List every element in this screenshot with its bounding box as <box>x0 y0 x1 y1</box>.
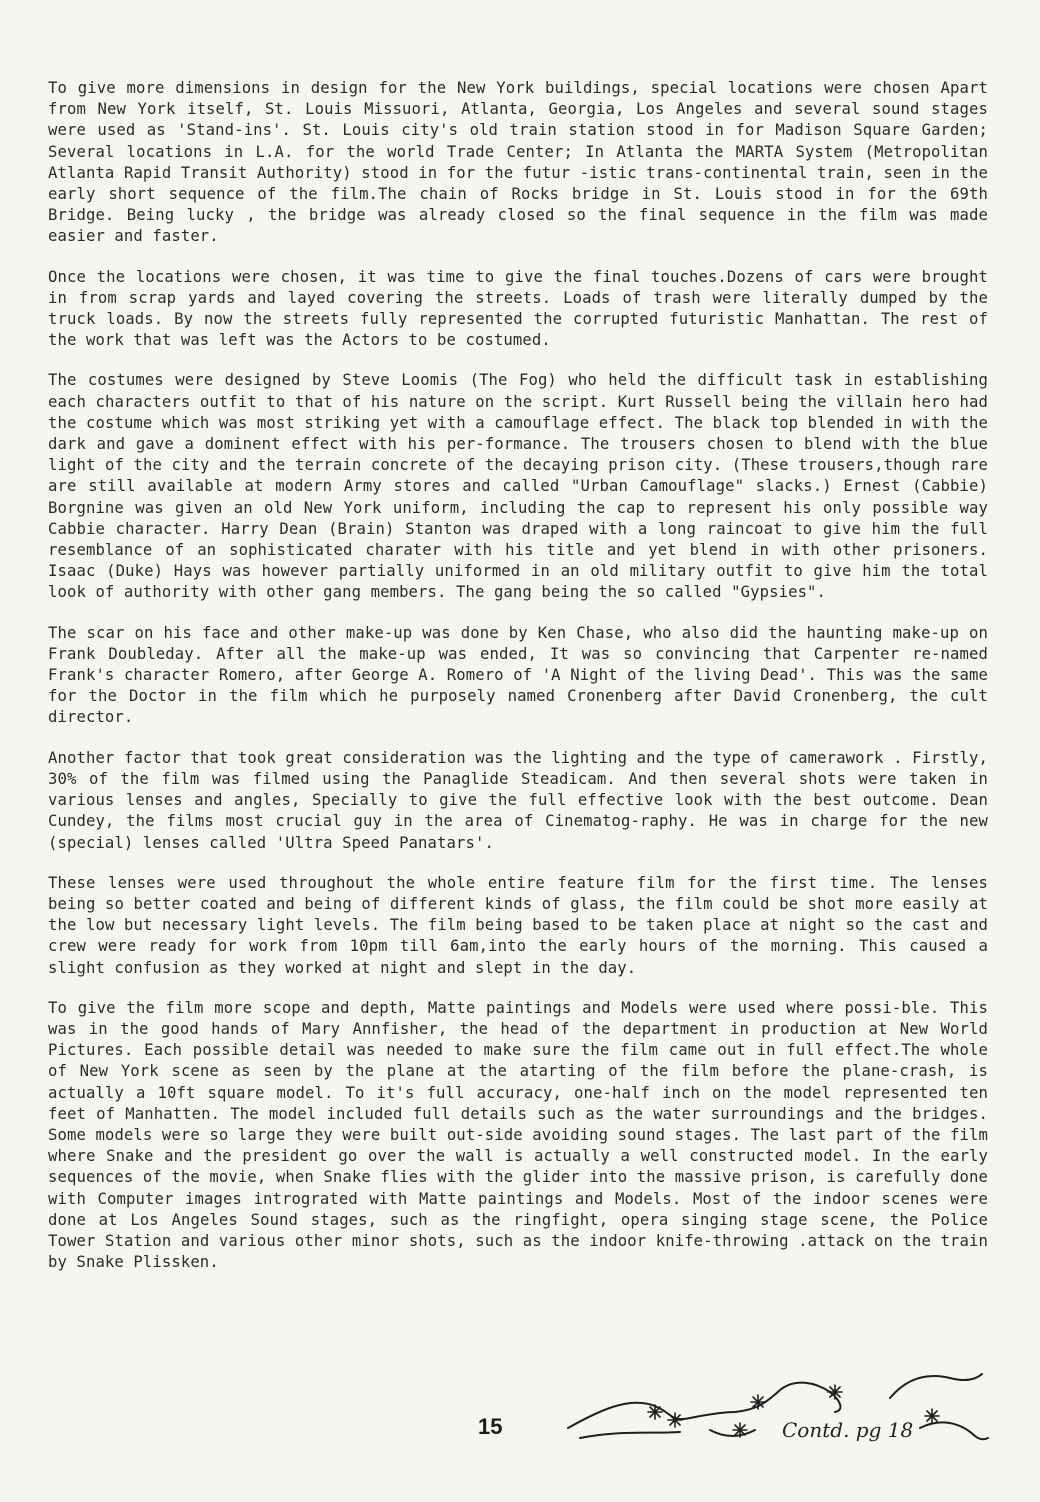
paragraph-camerawork: Another factor that took great consideration was the lighting and the type of camerawork . Firstly, 30% of the film was filmed using the Panaglide Steadicam. And then several shots were taken in various lenses and angles, Specially to give the full effective look with the best outcome. Dean Cundey, the films most crucial guy in the area of Cinematog-raphy. He was in charge for the new (special) lenses called 'Ultra Speed Panatars'. <box>48 748 988 852</box>
continued-note: Contd. pg 18 <box>782 1418 914 1442</box>
paragraph-costumes: The costumes were designed by Steve Loomis (The Fog) who held the difficult task in establishing each characters outfit to that of his nature on the script. Kurt Russell being the villain hero had the costume which was most striking yet with a camouflage effect. The black top blended in with the dark and gave a dominent effect with his per-formance. The trousers chosen to blend with the blue light of the city and the terrain concrete of the decaying prison city. (These trousers,though rare are still available at modern Army stores and called "Urban Camouflage" slacks.) Ernest (Cabbie) Borgnine was given an old New York uniform, including the cap to represent his only possible way Cabbie character. Harry Dean (Brain) Stanton was draped with a long raincoat to give him the full resemblance of an sophisticated charater with his title and yet blend in with other prisoners. Isaac (Duke) Hays was however partially uniformed in an old military outfit to give him the total look of authority with other gang members. The gang being the so called "Gypsies". <box>48 371 988 602</box>
paragraph-lenses: These lenses were used throughout the whole entire feature film for the first time. The lenses being so better coated and being of different kinds of glass, the film could be shot more easily at the low but necessary light levels. The film being based to be taken place at night so the cast and crew were ready for work from 10pm till 6am,into the early hours of the morning. This caused a slight confusion as they worked at night and slept in the day. <box>48 873 988 977</box>
paragraph-makeup: The scar on his face and other make-up was done by Ken Chase, who also did the haunting make-up on Frank Doubleday. After all the make-up was ended, It was so convincing that Carpenter re-named Frank's character Romero, after George A. Romero of 'A Night of the living Dead'. This was the same for the Doctor in the film which he purposely named Cronenberg after David Cronenberg, the cult director. <box>48 623 988 727</box>
page-number: 15 <box>478 1414 503 1439</box>
article-body <box>48 78 988 1292</box>
paragraph-locations: To give more dimensions in design for the New York buildings, special locations were chosen Apart from New York itself, St. Louis Missuori, Atlanta, Georgia, Los Angeles and several sound stages were used as 'Stand-ins'. St. Louis city's old train station stood in for Madison Square Garden; Several locations in L.A. for the world Trade Center; In Atlanta the MARTA System (Metropolitan Atlanta Rapid Transit Authority) stood in for the futur -istic trans-continental train, seen in the early short sequence of the film.The chain of Rocks bridge in St. Louis stood in for the 69th Bridge. Being lucky , the bridge was already closed so the final sequence in the film was made easier and faster. <box>48 79 988 246</box>
barbed-wire-drawing <box>560 1360 990 1460</box>
paragraph-matte-models: To give the film more scope and depth, Matte paintings and Models were used where possi-ble. This was in the good hands of Mary Annfisher, the head of the department in production at New World Pictures. Each possible detail was needed to make sure the film came out in full effect.The whole of New York scene as seen by the plane at the atarting of the film before the plane-crash, is actually a 10ft square model. To it's full accuracy, one-half inch on the model represented ten feet of Manhatten. The model included full details such as the water surroundings and the bridges. Some models were so large they were built out-side avoiding sound stages. The last part of the film where Snake and the president go over the wall is actually a well constructed model. In the early sequences of the movie, when Snake flies with the glider into the massive prison, is carefully done with Computer images intrograted with Matte paintings and Models. Most of the indoor scenes were done at Los Angeles Sound stages, such as the ringfight, opera singing stage scene, the Police Tower Station and various other minor shots, such as the indoor knife-throwing .attack on the train by Snake Plissken. <box>48 998 988 1272</box>
paragraph-set-dressing: Once the locations were chosen, it was time to give the final touches.Dozens of cars were brought in from scrap yards and layed covering the streets. Loads of trash were literally dumped by the truck loads. By now the streets fully represented the corrupted futuristic Manhattan. The rest of the work that was left was the Actors to be costumed. <box>48 267 988 350</box>
